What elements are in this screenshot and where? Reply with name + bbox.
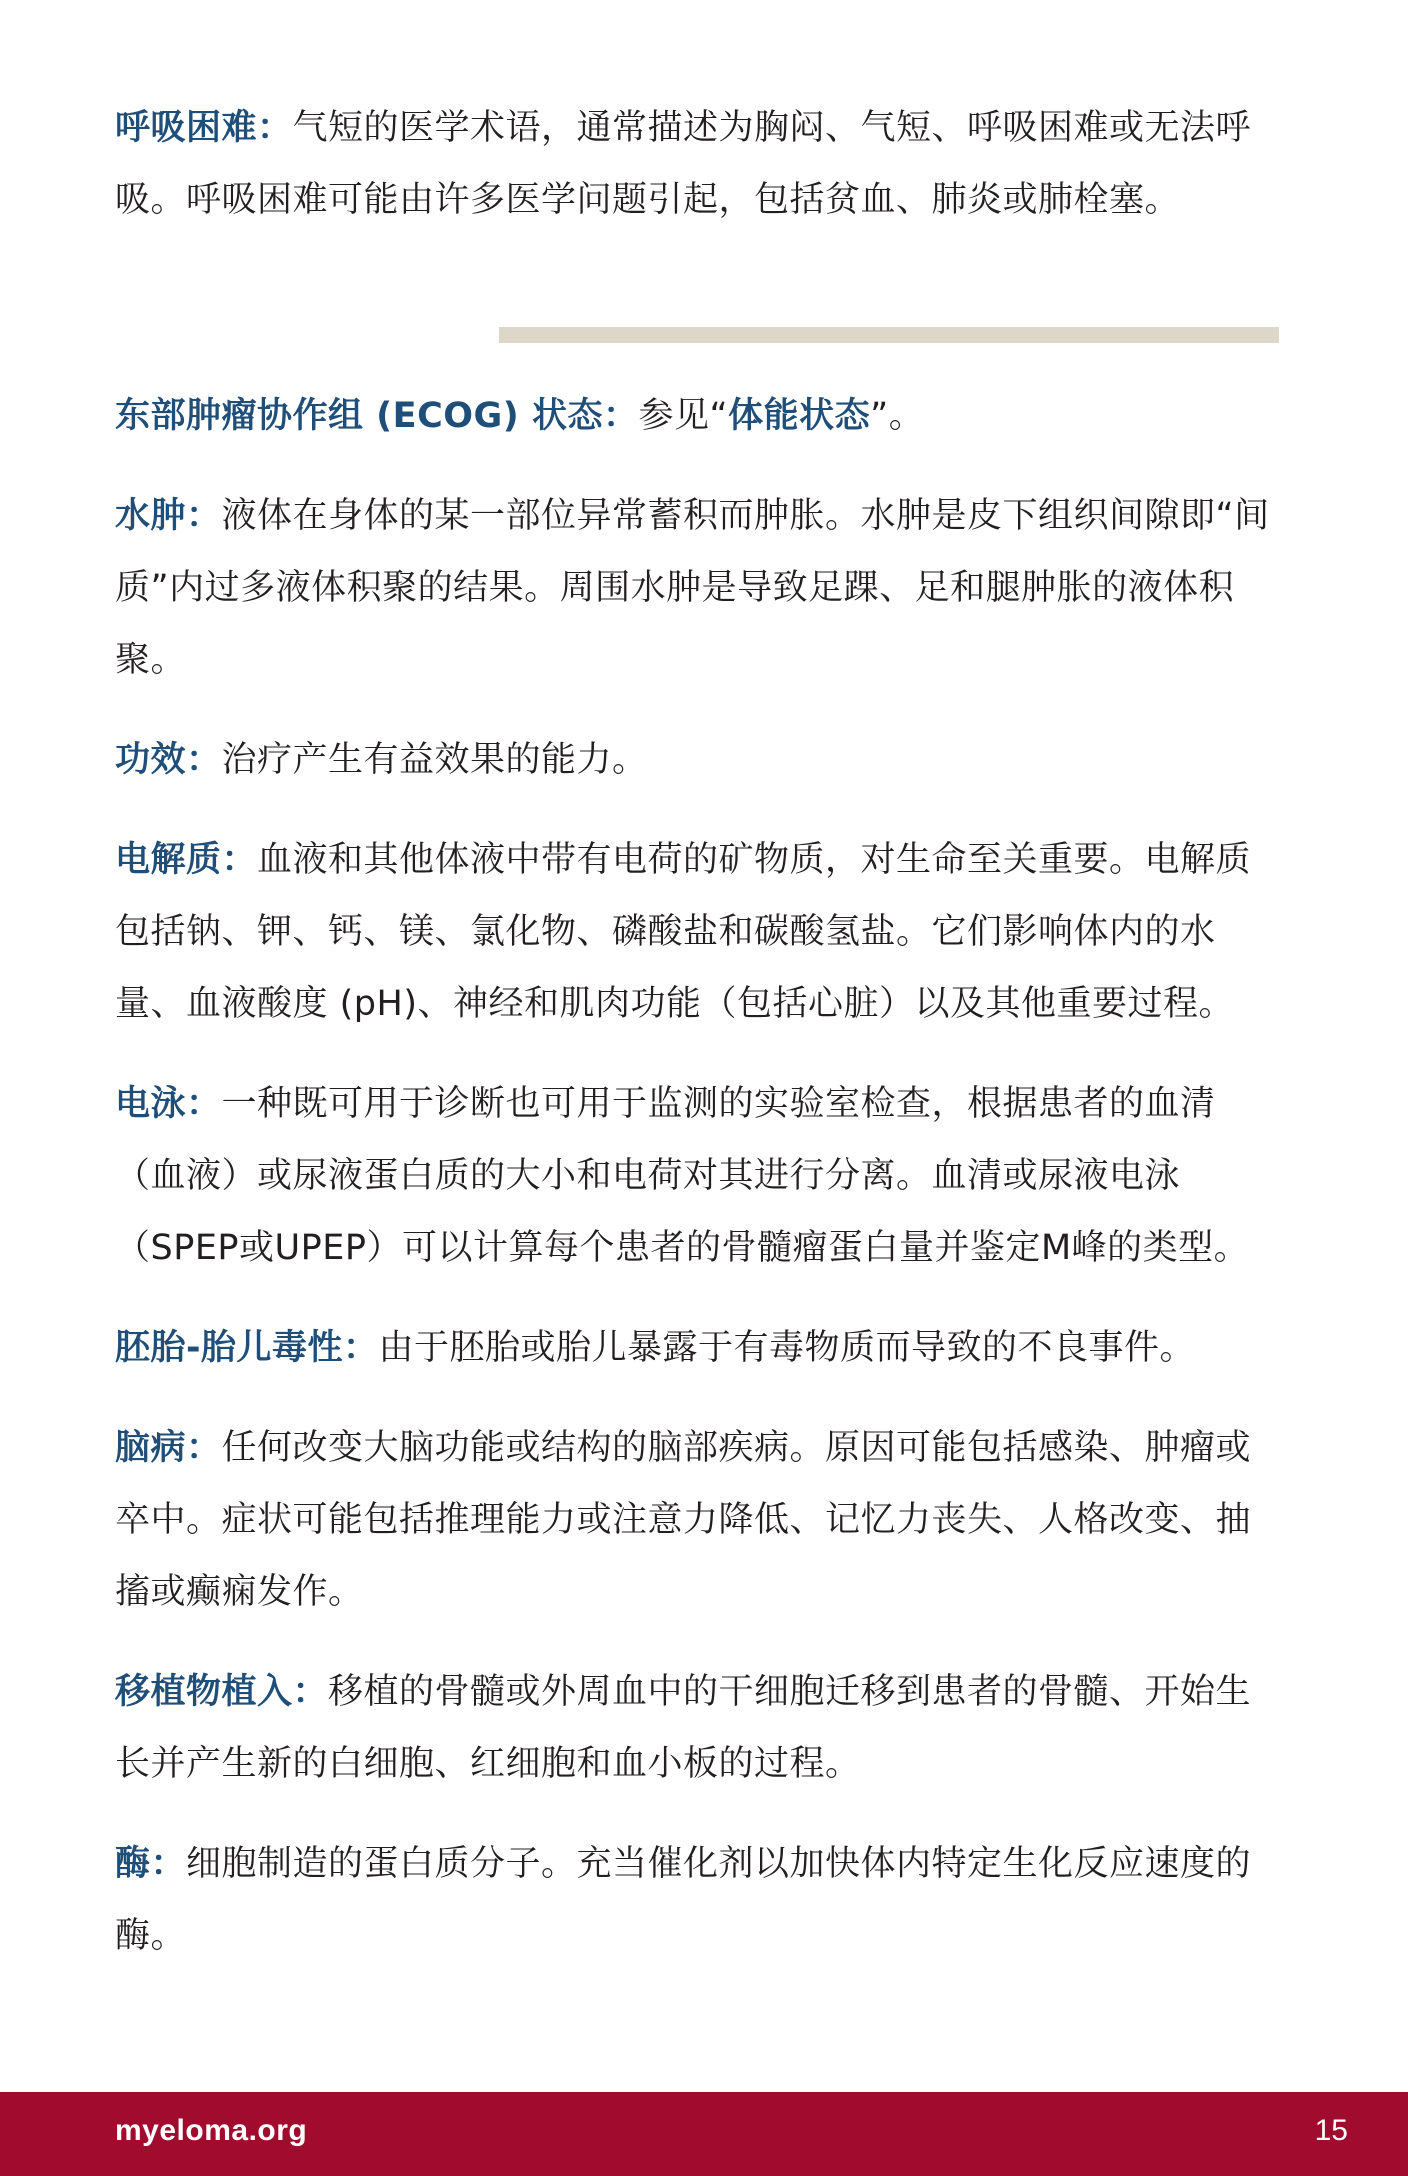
glossary-entry-engraftment: [115, 1656, 1280, 1800]
definition-enzyme: 细胞制造的蛋白质分子。充当催化剂以加快体内特定生化反应速度的酶。: [115, 1844, 1252, 1956]
term-electrophoresis: 电泳：: [115, 1084, 222, 1124]
glossary-entry-electrolytes: [115, 824, 1280, 1040]
definition-ecog-prefix: 参见“: [638, 396, 729, 436]
definition-electrolytes: 血液和其他体液中带有电荷的矿物质，对生命至关重要。电解质包括钠、钾、钙、镁、氯化物、磷酸盐和碳酸氢盐。它们影响体内的水量、血液酸度 (pH)、神经和肌肉功能（包括心脏）以及其他重要过程。: [115, 840, 1252, 1024]
definition-engraftment: 移植的骨髓或外周血中的干细胞迁移到患者的骨髓、开始生长并产生新的白细胞、红细胞和血小板的过程。: [115, 1672, 1252, 1784]
definition-encephalopathy: 任何改变大脑功能或结构的脑部疾病。原因可能包括感染、肿瘤或卒中。症状可能包括推理能力或注意力降低、记忆力丧失、人格改变、抽搐或癫痫发作。: [115, 1428, 1252, 1612]
term-efficacy: 功效：: [115, 740, 222, 780]
term-engraftment: 移植物植入：: [115, 1672, 329, 1712]
glossary-entry-embryo-fetal-toxicity: [115, 1312, 1280, 1384]
term-electrolytes: 电解质：: [115, 840, 258, 880]
glossary-content: [115, 92, 1280, 2000]
cross-reference-performance-status[interactable]: 体能状态: [728, 396, 871, 436]
glossary-entry-ecog: [115, 380, 1280, 452]
page-number: 15: [1314, 2114, 1348, 2147]
glossary-entry-efficacy: [115, 724, 1280, 796]
definition-efficacy: 治疗产生有益效果的能力。: [221, 740, 648, 780]
page-footer: [0, 2092, 1408, 2176]
definition-electrophoresis: 一种既可用于诊断也可用于监测的实验室检查，根据患者的血清（血液）或尿液蛋白质的大小和电荷对其进行分离。血清或尿液电泳（SPEP或UPEP）可以计算每个患者的骨髓瘤蛋白量并鉴定M峰的类型。: [115, 1084, 1250, 1268]
term-edema: 水肿：: [115, 496, 222, 536]
glossary-entry-enzyme: [115, 1828, 1280, 1972]
term-encephalopathy: 脑病：: [115, 1428, 222, 1468]
term-embryo-fetal-toxicity: 胚胎-胎儿毒性：: [115, 1328, 379, 1368]
glossary-entry-encephalopathy: [115, 1412, 1280, 1628]
definition-edema: 液体在身体的某一部位异常蓄积而肿胀。水肿是皮下组织间隙即“间质”内过多液体积聚的结果。周围水肿是导致足踝、足和腿肿胀的液体积聚。: [115, 496, 1270, 680]
definition-ecog-suffix: ”。: [870, 396, 925, 436]
definition-embryo-fetal-toxicity: 由于胚胎或胎儿暴露于有毒物质而导致的不良事件。: [378, 1328, 1196, 1368]
term-ecog: 东部肿瘤协作组 (ECOG) 状态：: [115, 396, 639, 436]
glossary-entry-edema: [115, 480, 1280, 696]
glossary-entry-electrophoresis: [115, 1068, 1280, 1284]
term-dyspnea: 呼吸困难：: [115, 108, 293, 148]
definition-dyspnea: 气短的医学术语，通常描述为胸闷、气短、呼吸困难或无法呼吸。呼吸困难可能由许多医学问题引起，包括贫血、肺炎或肺栓塞。: [115, 108, 1252, 220]
term-enzyme: 酶：: [115, 1844, 187, 1884]
glossary-entry-dyspnea: [115, 92, 1280, 236]
footer-website-link[interactable]: myeloma.org: [115, 2114, 308, 2147]
